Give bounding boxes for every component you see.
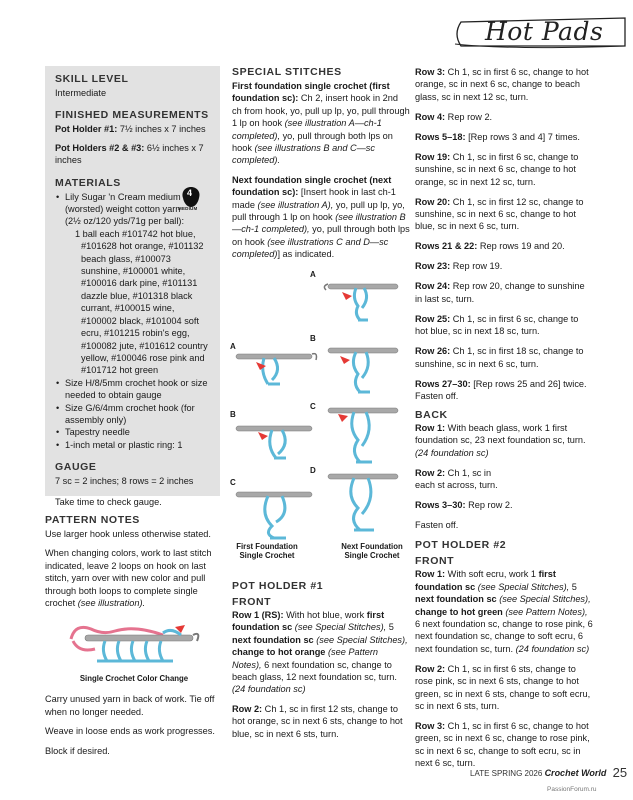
caption-next-foundation: Next Foundation Single Crochet — [341, 542, 403, 560]
note-color-change: When changing colors, work to last stitch indicated, leave 2 loops on hook on last stitch, yarn over with new color and pull through both loops to complete single crochet (see illustration). — [45, 548, 212, 609]
front-row-item: Row 25: Ch 1, sc in first 6 sc, change to hot blue, sc in next 18 sc, turn. — [415, 313, 579, 337]
note-hook: Use larger hook unless otherwise stated. — [45, 529, 211, 539]
watermark: PassionForum.ru — [547, 786, 597, 793]
footer-magazine: Crochet World — [544, 768, 607, 778]
pot2-row-1: Row 1: With soft ecru, work 1 first foundation sc (see Special Stitches), 5 next foundation sc (see Special Stitches), change to hot green (see Pattern Notes), 6 next foundation sc, change to rose pink, 6 next foundation sc, change to soft ecru, 6 next foundation sc, turn. (24 foundation sc) — [415, 569, 593, 654]
note-block: Block if desired. — [45, 745, 110, 756]
back-row-1: Row 1: With beach glass, work 1 first foundation sc, 23 next foundation sc, turn. (24 foundation sc) — [415, 423, 586, 458]
caption-first-foundation: First Foundation Single Crochet — [236, 542, 298, 560]
back-rows-3-30: Rows 3–30: Rep row 2. — [415, 500, 513, 511]
note-weave-ends: Weave in loose ends as work progresses. — [45, 726, 215, 737]
special-stitches-heading: SPECIAL STITCHES — [232, 66, 342, 78]
front-row-item: Row 24: Rep row 20, change to sunshine in last sc, turn. — [415, 281, 585, 304]
gauge-value: 7 sc = 2 inches; 8 rows = 2 inches — [55, 476, 194, 487]
front-row-item: Rows 21 & 22: Rep rows 19 and 20. — [415, 241, 565, 252]
front-row-item: Row 20: Ch 1, sc in first 12 sc, change to sunshine, sc in next 6 sc, change to hot blue, sc in next 6 sc, turn. — [415, 196, 584, 232]
front-row-item: Rows 27–30: [Rep rows 25 and 26] twice. Fasten off. — [415, 378, 587, 402]
gauge-heading: GAUGE — [55, 461, 97, 474]
front-row-item: Row 26: Ch 1, sc in first 18 sc, change to sunshine, sc in next 6 sc, turn. — [415, 346, 584, 369]
page-footer — [470, 765, 627, 780]
front-row-item: Row 3: Ch 1, sc in first 6 sc, change to hot orange, sc in next 6 sc, change to beach glass, sc in next 12 sc, turn. — [415, 67, 589, 102]
pot-holder-1-heading: POT HOLDER #1 — [232, 580, 324, 592]
materials-list — [55, 191, 210, 452]
stitch-first-foundation-sc: First foundation single crochet (first foundation sc): Ch 2, insert hook in 2nd ch from hook, yo, pull up lp, yo, pull through 1 lp on hook (see illustration A—ch-1 completed), yo, pull through both lps on hook (see illustrations B and C—sc completed). — [232, 81, 410, 166]
back-row-2: Row 2: Ch 1, sc in each st across, turn. — [415, 467, 498, 491]
front-row-item: Row 4: Rep row 2. — [415, 111, 493, 122]
pot1-row-2: Row 2: Ch 1, sc in first 12 sts, change to hot orange, sc in next 6 sts, change to hot blue, sc in next 6 sts, turn. — [232, 703, 403, 739]
pattern-notes — [45, 514, 223, 757]
skill-heading: SKILL LEVEL — [55, 73, 129, 85]
right-diagram-d — [328, 474, 398, 530]
page-number: 25 — [612, 765, 628, 780]
skill-value: Intermediate — [55, 88, 107, 98]
yarn-weight-icon — [180, 186, 202, 216]
gauge-note: Take time to check gauge. — [55, 496, 162, 507]
label-right-c: C — [310, 402, 316, 411]
pot-holder-2-heading: POT HOLDER #2 — [415, 539, 507, 552]
back-heading: BACK — [415, 409, 448, 422]
page-title: Hot Pads — [485, 17, 604, 46]
stitch-next-foundation-sc: Next foundation single crochet (next foundation sc): [Insert hook in last ch-1 made (see illustration A), yo, pull up lp, yo, pull through 1 lp on hook (see illustration B—ch-1 completed), yo, pull through both lps on hook (see illustrations C and D—sc completed)] as indicated. — [232, 174, 410, 260]
front-row-item: Row 23: Rep row 19. — [415, 261, 503, 272]
yarn-weight-number: 4 — [187, 188, 193, 198]
pattern-rows — [415, 66, 593, 777]
foundation-sc-diagrams — [228, 268, 414, 568]
materials-heading: MATERIALS — [55, 176, 121, 189]
stitch-illustrations — [228, 268, 414, 568]
left-diagram-a — [236, 354, 317, 384]
material-hook-g: • Size G/6/4mm crochet hook (for assembly only) — [55, 402, 210, 427]
label-left-c: C — [230, 478, 236, 487]
pot-holder-1-front-heading: FRONT — [232, 596, 272, 608]
material-yarn: • Lily Sugar 'n Cream medium (worsted) weight cotton yarn (2½ oz/120 yds/71g per ball): 1 ball each #101742 hot blue, #101628 hot orange, #101132 beach glass, #100073 sunshine, #100001 white, #100016 dark pine, #101131 dazzle blue, #101318 black currant, #100015 wine, #100002 black, #101004 soft ecru, #101215 robin's egg, #100082 jute, #101612 country yellow, #100046 rose pink and #101712 hot green — [55, 191, 210, 377]
front-rows-list — [415, 66, 593, 402]
footer-issue: LATE SPRING 2026 — [470, 769, 543, 778]
measurement-pot23: Pot Holders #2 & #3: 6½ inches x 7 inches — [55, 142, 204, 166]
back-fasten-off: Fasten off. — [415, 520, 459, 531]
material-yarn-colors: 1 ball each #101742 hot blue, #101628 hot orange, #101132 beach glass, #100073 sunshine, #100001 white, #100016 dark pine, #101131 dazzle blue, #101318 black currant, #100015 wine, #100002 black, #101004 soft ecru, #101215 robin's egg, #100082 jute, #101612 country yellow, #100046 rose pink and #101712 hot green — [75, 228, 208, 376]
left-diagram-b — [236, 426, 312, 458]
material-ring: • 1-inch metal or plastic ring: 1 — [55, 439, 210, 451]
measurements-heading: FINISHED MEASUREMENTS — [55, 109, 209, 122]
measurement-pot1: Pot Holder #1: 7½ inches x 7 inches — [55, 124, 206, 135]
note-carry-yarn: Carry unused yarn in back of work. Tie off when no longer needed. — [45, 694, 215, 717]
pot1-row-1: Row 1 (RS): With hot blue, work first foundation sc (see Special Stitches), 5 next foundation sc (see Special Stitches), change to hot orange (see Pattern Notes), 6 next foundation sc, change to beach glass, 12 next foundation sc, turn. (24 foundation sc) — [232, 610, 408, 695]
right-diagram-c — [328, 408, 398, 462]
label-right-d: D — [310, 466, 316, 475]
label-right-b: B — [310, 334, 316, 343]
label-left-a: A — [230, 342, 236, 351]
right-diagram-a — [324, 284, 398, 320]
material-hook-h: • Size H/8/5mm crochet hook or size needed to obtain gauge — [55, 377, 210, 402]
label-right-a: A — [310, 270, 316, 279]
color-change-illustration — [45, 613, 223, 667]
pot-holder-2-front-heading: FRONT — [415, 555, 455, 568]
material-needle: • Tapestry needle — [55, 426, 210, 438]
info-sidebar — [45, 66, 220, 507]
special-stitches — [232, 66, 410, 261]
front-row-item: Row 19: Ch 1, sc in first 6 sc, change to sunshine, sc in next 6 sc, change to hot orange, sc in next 12 sc, turn. — [415, 151, 579, 187]
front-row-item: Rows 5–18: [Rep rows 3 and 4] 7 times. — [415, 131, 580, 142]
pot2-row-2: Row 2: Ch 1, sc in first 6 sts, change to rose pink, sc in next 6 sts, change to hot green, sc in next 6 sts, change to soft ecru, sc in next 6 sts, turn. — [415, 663, 591, 711]
pot2-row-3: Row 3: Ch 1, sc in first 6 sc, change to hot green, sc in next 6 sc, change to rose pink, sc in next 6 sc, change to soft ecru, sc in next 6 sc, turn. — [415, 720, 590, 769]
pattern-notes-heading: PATTERN NOTES — [45, 514, 140, 526]
pot-holder-1 — [232, 580, 410, 740]
title-banner — [451, 14, 629, 54]
color-change-caption: Single Crochet Color Change — [79, 674, 189, 684]
left-diagram-c — [236, 492, 312, 538]
right-diagram-b — [328, 348, 398, 392]
yarn-weight-label: MEDIUM — [178, 206, 198, 211]
label-left-b: B — [230, 410, 236, 419]
